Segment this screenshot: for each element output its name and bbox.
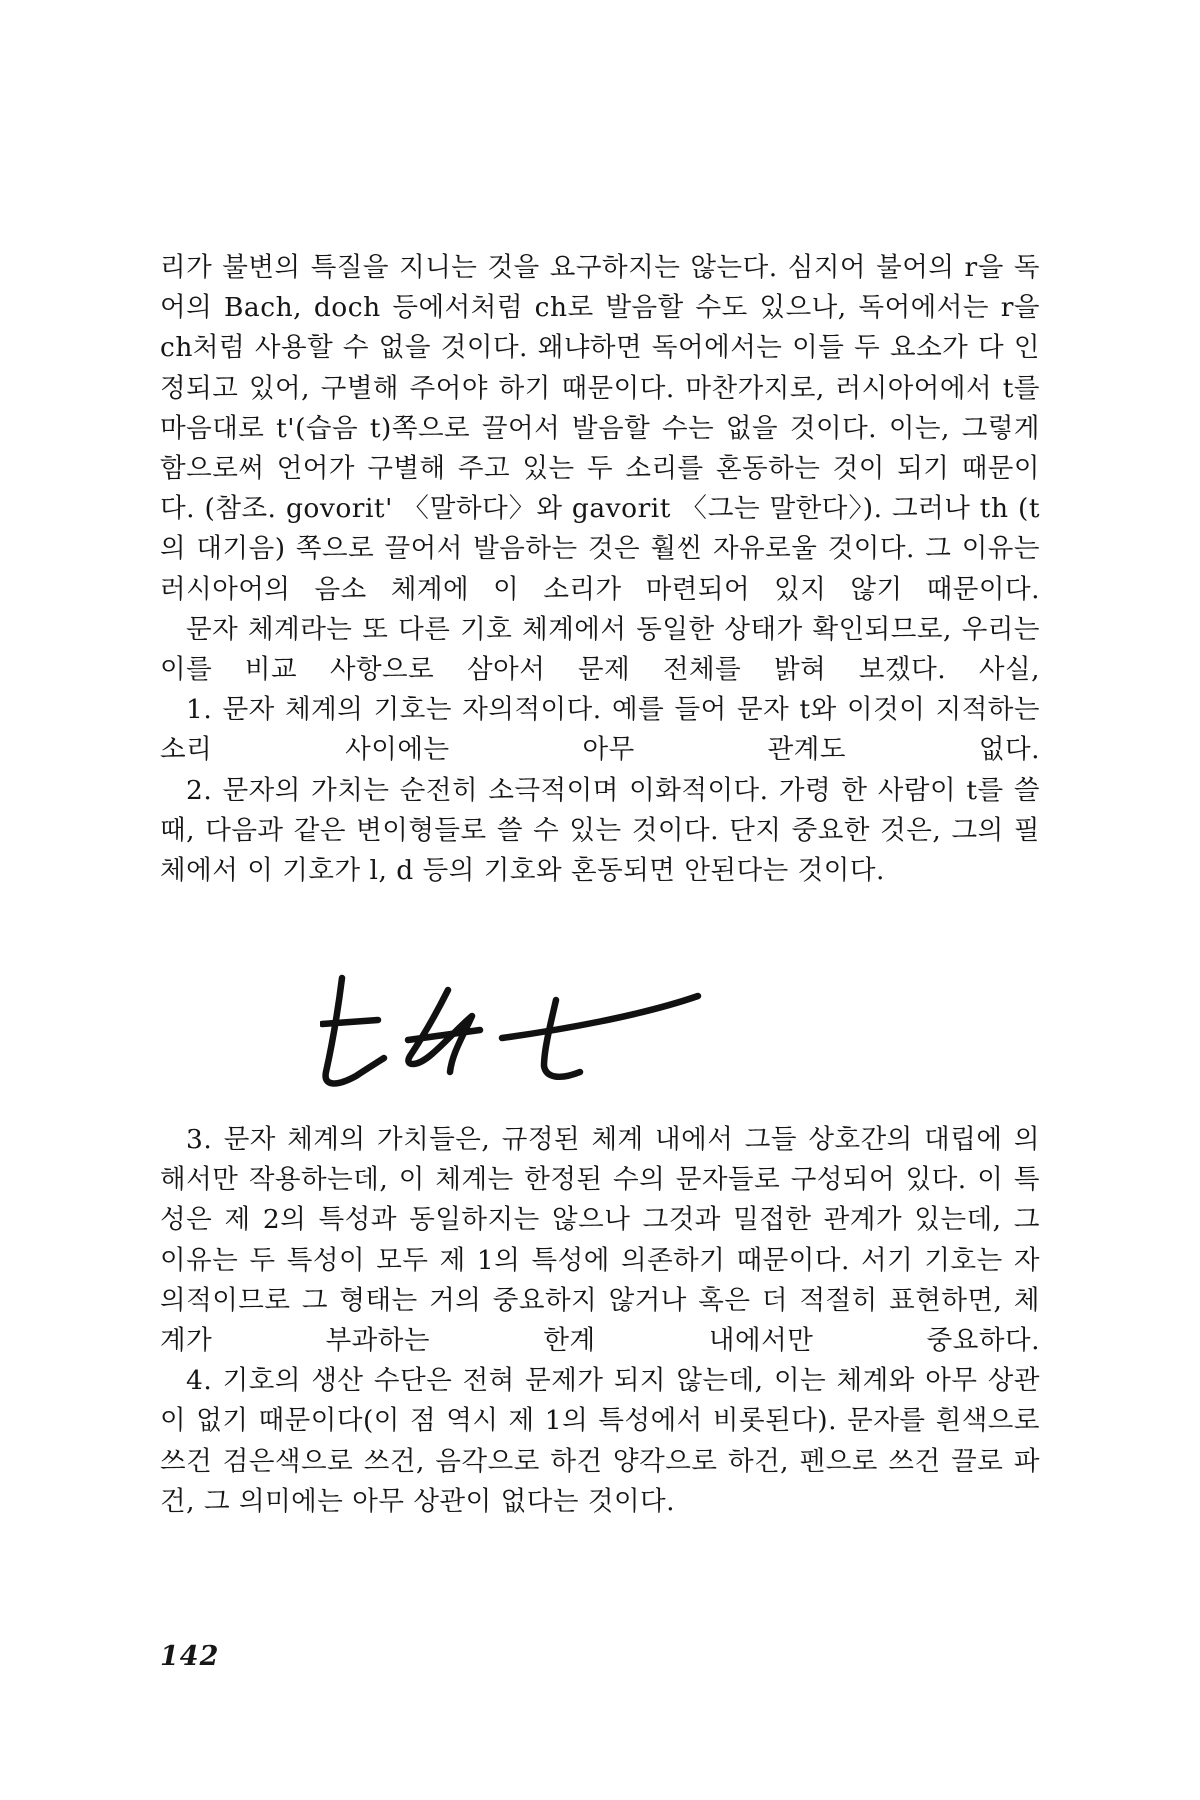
paragraph-point-4: 4. 기호의 생산 수단은 전혀 문제가 되지 않는데, 이는 체계와 아무 상관이 없기 때문이다(이 점 역시 제 1의 특성에서 비롯된다). 문자를 흰색으로 쓰건 검은색으로 쓰건, 음각으로 하건 양각으로 하건, 펜으로 쓰건 끌로 파건, 그 의미에는 아무 상관이 없다는 것이다.	[160, 1365, 1040, 1517]
paragraph-writing-system: 문자 체계라는 또 다른 기호 체계에서 동일한 상태가 확인되므로, 우리는 이를 비교 사항으로 삼아서 문제 전체를 밝혀 보겠다. 사실,	[160, 613, 1040, 686]
t-variant-3	[544, 1000, 580, 1077]
t-variant-1-cross	[322, 1020, 378, 1024]
paragraph-continued: 리가 불변의 특질을 지니는 것을 요구하지는 않는다. 심지어 불어의 r을 독어의 Bach, doch 등에서처럼 ch로 발음할 수도 있으나, 독어에서는 r을 ch처럼 사용할 수 없을 것이다. 왜냐하면 독어에서는 이들 두 요소가 다 인정되고 있어, 구별해 주어야 하기 때문이다. 마찬가지로, 러시아어에서 t를 마음대로 t'(습음 t)쪽으로 끌어서 발음할 수는 없을 것이다. 이는, 그렇게 함으로써 언어가 구별해 주고 있는 두 소리를 혼동하는 것이 되기 때문이다. (참조. govorit' 〈말하다〉와 gavorit 〈그는 말한다〉). 그러나 th (t의 대기음) 쪽으로 끌어서 발음하는 것은 훨씬 자유로울 것이다. 그 이유는 러시아어의 음소 체계에 이 소리가 마련되어 있지 않기 때문이다.	[160, 252, 1040, 605]
t-variant-1	[326, 978, 384, 1083]
paragraph-point-1: 1. 문자 체계의 기호는 자의적이다. 예를 들어 문자 t와 이것이 지적하는 소리 사이에는 아무 관계도 없다.	[160, 694, 1040, 766]
handwritten-t-variants-figure	[320, 960, 800, 1110]
body-text-bottom	[160, 1120, 1040, 1522]
paragraph-point-3: 3. 문자 체계의 가치들은, 규정된 체계 내에서 그들 상호간의 대립에 의해서만 작용하는데, 이 체계는 한정된 수의 문자들로 구성되어 있다. 이 특성은 제 2의 특성과 동일하지는 않으나 그것과 밀접한 관계가 있는데, 그 이유는 두 특성이 모두 제 1의 특성에 의존하기 때문이다. 서기 기호는 자의적이므로 그 형태는 거의 중요하지 않거나 혹은 더 적절히 표현하면, 체계가 부과하는 한계 내에서만 중요하다.	[160, 1124, 1040, 1357]
paragraph-point-2: 2. 문자의 가치는 순전히 소극적이며 이화적이다. 가령 한 사람이 t를 쓸 때, 다음과 같은 변이형들로 쓸 수 있는 것이다. 단지 중요한 것은, 그의 필체에서 이 기호가 l, d 등의 기호와 혼동되면 안된다는 것이다.	[160, 774, 1040, 887]
body-text-top	[160, 248, 1040, 891]
page-number: 142	[160, 1641, 220, 1672]
t-variant-3-cross	[502, 996, 698, 1038]
